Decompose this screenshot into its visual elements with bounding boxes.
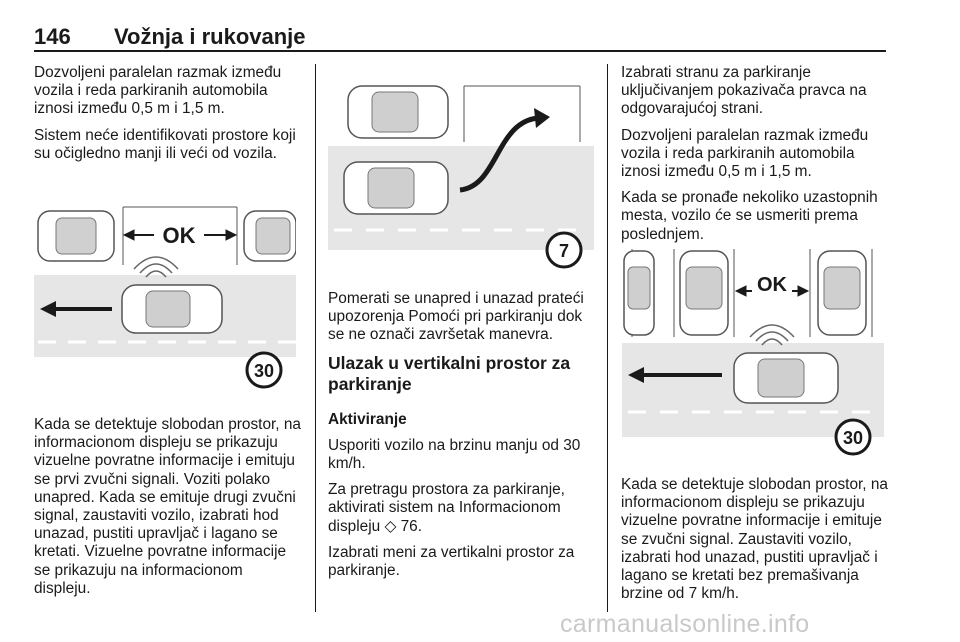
ok-label: OK <box>757 274 787 296</box>
figure-badge <box>247 353 281 387</box>
svg-text:7: 7 <box>558 241 570 261</box>
column-3 <box>621 64 889 252</box>
chapter-title: Vožnja i rukovanje <box>114 24 306 49</box>
ok-label: OK <box>162 223 196 248</box>
subsection-title: Aktiviranje <box>328 410 407 428</box>
sensor-waves-icon <box>750 325 794 345</box>
paragraph: Dozvoljeni paralelan razmak između vozila i reda parkiranih automobila iznosi između 0,5 m i 1,5 m. <box>621 126 869 181</box>
page-number: 146 <box>34 24 71 49</box>
perpendicular-parking-figure <box>622 245 884 457</box>
paragraph: Usporiti vozilo na brzinu manju od 30 km/h. <box>328 436 581 473</box>
parked-car-icon <box>38 211 114 261</box>
paragraph: Izabrati meni za vertikalni prostor za parkiranje. <box>328 543 575 580</box>
paragraph: Kada se pronađe nekoliko uzastopnih mesta, vozilo će se usmeriti prema poslednjem. <box>621 189 878 243</box>
moving-car-icon <box>734 353 838 403</box>
column-1 <box>34 64 302 171</box>
parked-car-icon <box>818 251 866 335</box>
parked-car-icon <box>624 251 654 335</box>
column-2 <box>328 290 594 588</box>
paragraph: Izabrati stranu za parkiranje uključivanjem pokazivača pravca na odgovarajućoj strani. <box>621 64 867 118</box>
parking-maneuver-figure <box>328 80 594 272</box>
section-title: Ulazak u vertikalni prostor za parkiranje <box>328 352 571 394</box>
paragraph: Kada se detektuje slobodan prostor, na informacionom displeju se prikazuju vizuelne povratne informacije i emituje se zvučni signal. Zaustaviti vozilo, izabrati hod unazad, pustiti upravljač i lagano se kretati bez premašivanja brzine od 7 km/h. <box>621 476 888 603</box>
paragraph: Sistem neće identifikovati prostore koji su očigledno manji ili veći od vozila. <box>34 126 296 162</box>
parked-car-icon <box>244 211 296 261</box>
watermark: carmanualsonline.info <box>560 610 810 638</box>
parallel-parking-figure <box>34 203 296 393</box>
paragraph: Pomerati se unapred i unazad prateći upozorenja Pomoći pri parkiranju dok se ne označi završetak manevra. <box>328 290 584 344</box>
moving-car-icon <box>344 162 448 214</box>
column-divider-1 <box>315 64 316 612</box>
parked-car-icon <box>680 251 728 335</box>
figure-badge <box>547 233 581 267</box>
sensor-waves-icon <box>134 257 178 277</box>
svg-text:30: 30 <box>842 428 864 448</box>
svg-text:30: 30 <box>253 361 275 381</box>
moving-car-icon <box>122 285 222 333</box>
page-header <box>34 10 886 52</box>
column-divider-2 <box>607 64 608 612</box>
paragraph: Kada se detektuje slobodan prostor, na informacionom displeju se prikazuju vizuelne povratne informacije i emituju se prvi zvučni signali. Voziti polako unapred. Kada se emituje drugi zvučni signal, zaustaviti vozilo, izabrati hod unazad, pustiti upravljač i lagano se kretati. Vizuelne povratne informacije se prikazuju na informacionom displeju. <box>34 416 301 597</box>
paragraph: Dozvoljeni paralelan razmak između vozila i reda parkiranih automobila iznosi između 0,5 m i 1,5 m. <box>34 64 282 118</box>
parked-car-icon <box>348 86 448 138</box>
figure-badge <box>836 420 870 454</box>
paragraph: Za pretragu prostora za parkiranje, aktivirati sistem na Informacionom displeju ◇ 76. <box>328 481 565 535</box>
